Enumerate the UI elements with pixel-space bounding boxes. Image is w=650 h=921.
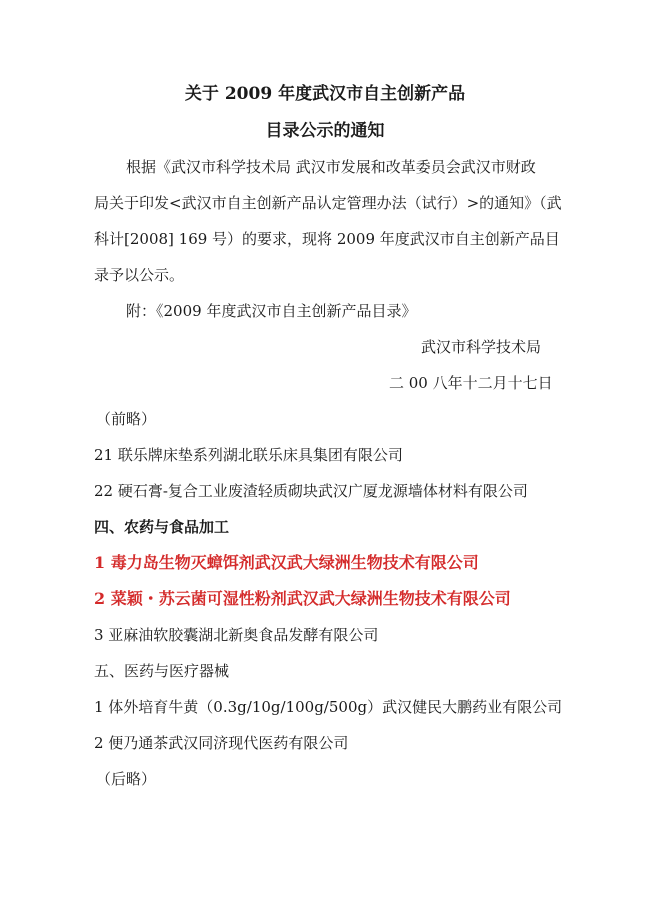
omitted-after: （后略）	[96, 770, 157, 788]
section-5-heading: 五、医药与医疗器械	[94, 662, 230, 680]
list-item-22: 22 硬石膏-复合工业废渣轻质砌块武汉广厦龙源墙体材料有限公司	[94, 482, 528, 500]
body-line-2: 局关于印发<武汉市自主创新产品认定管理办法（试行）>的通知》（武	[94, 194, 562, 212]
title-line-2: 目录公示的通知	[265, 121, 385, 141]
list-item-21: 21 联乐牌床垫系列湖北联乐床具集团有限公司	[94, 446, 403, 464]
section-4-item-2: 2 菜颖・苏云菌可湿性粉剂武汉武大绿洲生物技术有限公司	[94, 589, 511, 608]
section-5-item-1: 1 体外培育牛黄（0.3g/10g/100g/500g）武汉健民大鹏药业有限公司	[94, 698, 563, 716]
omitted-before: （前略）	[96, 410, 157, 428]
issuer: 武汉市科学技术局	[421, 338, 542, 356]
section-4-item-3: 3 亚麻油软胶囊湖北新奥食品发酵有限公司	[94, 626, 379, 644]
body-line-1: 根据《武汉市科学技术局 武汉市发展和改革委员会武汉市财政	[126, 158, 536, 176]
body-line-4: 录予以公示。	[94, 266, 185, 284]
date: 二 00 八年十二月十七日	[389, 374, 553, 392]
section-4-heading: 四、农药与食品加工	[94, 518, 230, 536]
body-line-3: 科计[2008] 169 号）的要求，现将 2009 年度武汉市自主创新产品目	[94, 230, 560, 248]
attachment-note: 附：《2009 年度武汉市自主创新产品目录》	[126, 302, 417, 320]
title-line-1: 关于 2009 年度武汉市自主创新产品	[184, 84, 466, 104]
section-5-item-2: 2 便乃通茶武汉同济现代医药有限公司	[94, 734, 349, 752]
section-4-item-1: 1 毒力岛生物灭蟑饵剂武汉武大绿洲生物技术有限公司	[94, 553, 479, 572]
